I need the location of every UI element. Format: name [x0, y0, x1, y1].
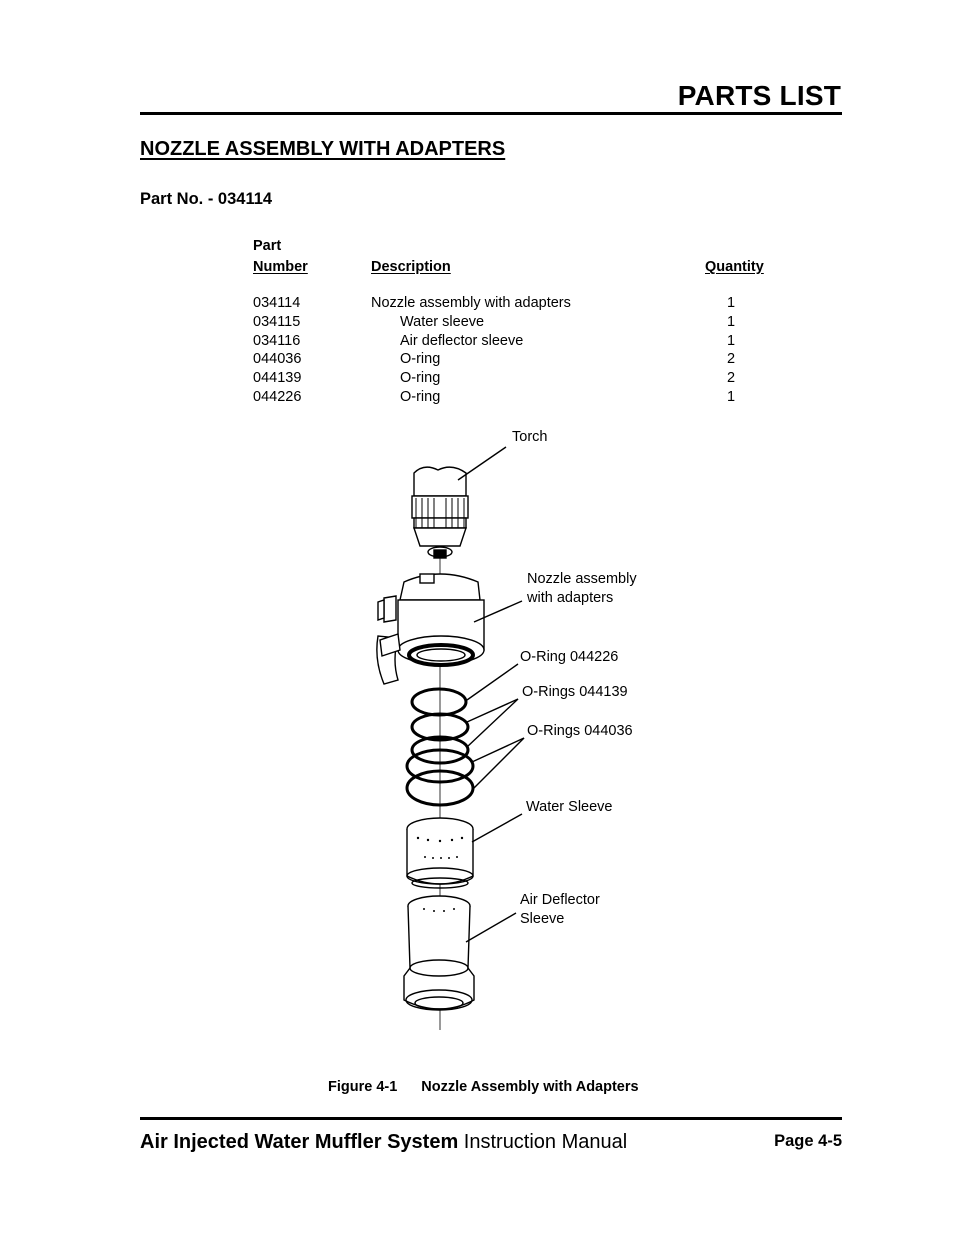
part-number-cell: 044036 — [253, 351, 302, 368]
description-cell: Nozzle assembly with adapters — [371, 295, 571, 311]
col-header-description: Description — [371, 259, 451, 275]
description-cell: O-ring — [400, 351, 441, 368]
description-cell: Water sleeve — [400, 313, 485, 330]
callout-air-deflector-line1: Air Deflector — [520, 892, 600, 908]
callout-nozzle-line1: Nozzle assembly — [527, 571, 637, 587]
callout-orings-044139: O-Rings 044139 — [522, 684, 628, 700]
callout-oring-044226: O-Ring 044226 — [520, 649, 619, 665]
table-row — [0, 351, 954, 370]
page-number: Page 4-5 — [774, 1132, 842, 1150]
callout-torch: Torch — [512, 429, 548, 445]
table-row — [0, 370, 954, 389]
quantity-cell: 1 — [726, 332, 736, 349]
part-number-cell: 034114 — [253, 295, 301, 311]
footer-manual-title — [140, 1131, 627, 1154]
col-header-part: Part — [253, 238, 282, 254]
description-cell: O-ring — [400, 389, 441, 405]
table-row — [0, 295, 954, 314]
header-rule — [140, 112, 842, 115]
callout-water-sleeve: Water Sleeve — [526, 799, 613, 815]
page-header-title: PARTS LIST — [677, 80, 841, 111]
table-row — [0, 314, 954, 333]
quantity-cell: 2 — [726, 370, 736, 387]
quantity-cell: 1 — [726, 313, 736, 330]
footer-rule — [140, 1117, 842, 1120]
col-header-quantity: Quantity — [705, 259, 764, 275]
quantity-cell: 2 — [726, 351, 736, 368]
table-row — [0, 389, 954, 408]
table-row — [0, 333, 954, 352]
callout-air-deflector-line2: Sleeve — [520, 911, 565, 927]
part-number-cell: 044139 — [253, 370, 302, 387]
quantity-cell: 1 — [726, 389, 736, 405]
description-cell: Air deflector sleeve — [400, 332, 524, 349]
quantity-cell: 1 — [726, 295, 736, 311]
figure-caption-label: Figure 4-1 — [328, 1079, 398, 1095]
col-header-number: Number — [253, 259, 308, 275]
figure-caption-title: Nozzle Assembly with Adapters — [421, 1079, 639, 1095]
footer-title-bold: Air Injected Water Muffler System — [140, 1131, 459, 1153]
part-number-cell: 044226 — [253, 389, 302, 405]
footer-title-regular: Instruction Manual — [458, 1131, 628, 1153]
section-title: NOZZLE ASSEMBLY WITH ADAPTERS — [140, 138, 506, 160]
part-number-cell: 034116 — [253, 332, 301, 349]
nozzle-assembly-diagram — [300, 445, 660, 1045]
description-cell: O-ring — [400, 370, 441, 387]
part-number-cell: 034115 — [253, 313, 301, 330]
figure-caption — [328, 1079, 639, 1095]
part-number-heading: Part No. - 034114 — [140, 190, 273, 208]
callout-nozzle-line2: with adapters — [527, 590, 614, 606]
callout-orings-044036: O-Rings 044036 — [527, 723, 633, 739]
